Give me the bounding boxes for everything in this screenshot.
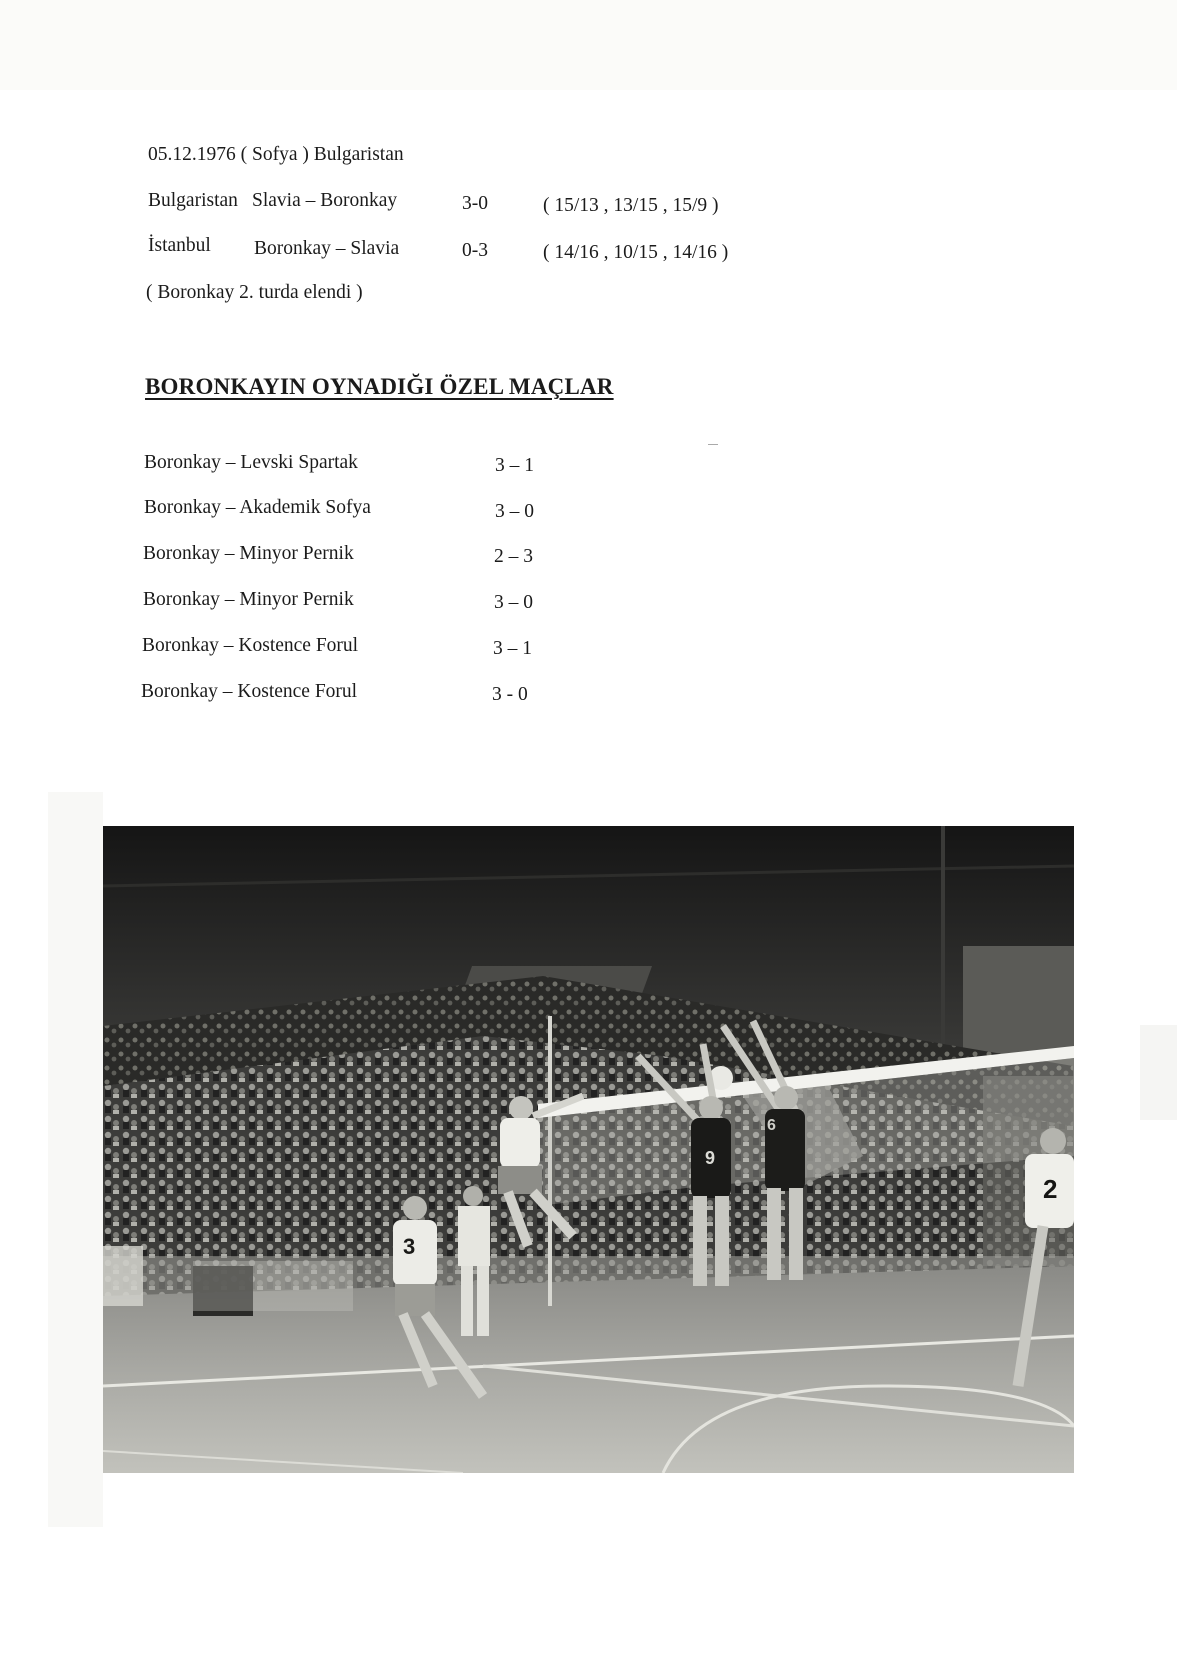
special-matches-heading: BORONKAYIN OYNADIĞI ÖZEL MAÇLAR [145, 374, 614, 399]
jersey-number: 6 [767, 1117, 776, 1134]
stray-mark [708, 444, 718, 445]
game-teams: Boronkay – Minyor Pernik [143, 589, 354, 610]
game-score: 3 – 0 [495, 501, 534, 522]
match-score: 0-3 [462, 240, 488, 261]
match-place: İstanbul [148, 235, 211, 256]
match-teams: Slavia – Boronkay [252, 190, 398, 211]
jersey-number: 9 [705, 1148, 716, 1168]
game-score: 3 – 0 [494, 592, 533, 613]
match-place: Bulgaristan [148, 190, 238, 211]
game-score: 3 – 1 [493, 638, 532, 659]
game-score: 3 - 0 [492, 684, 528, 705]
game-score: 3 – 1 [495, 455, 534, 476]
photo-illustration [103, 826, 1074, 1473]
game-score: 2 – 3 [494, 546, 533, 567]
game-teams: Boronkay – Kostence Forul [142, 635, 359, 656]
volleyball-match-photo [103, 826, 1074, 1473]
page-top-band [0, 0, 1177, 90]
match-teams: Boronkay – Slavia [254, 238, 400, 259]
result-note: ( Boronkay 2. turda elendi ) [146, 282, 363, 303]
date-line: 05.12.1976 ( Sofya ) Bulgaristan [148, 144, 404, 165]
jersey-number: 3 [403, 1234, 416, 1259]
match-sets: ( 15/13 , 13/15 , 15/9 ) [543, 195, 719, 216]
jersey-number: 2 [1043, 1174, 1058, 1204]
game-teams: Boronkay – Kostence Forul [141, 681, 358, 702]
game-teams: Boronkay – Akademik Sofya [144, 497, 371, 518]
page-edge-tab [1140, 1025, 1177, 1120]
game-teams: Boronkay – Levski Spartak [144, 452, 358, 473]
match-score: 3-0 [462, 193, 488, 214]
match-sets: ( 14/16 , 10/15 , 14/16 ) [543, 242, 729, 263]
photo-mount-edge [48, 792, 103, 1527]
game-teams: Boronkay – Minyor Pernik [143, 543, 354, 564]
